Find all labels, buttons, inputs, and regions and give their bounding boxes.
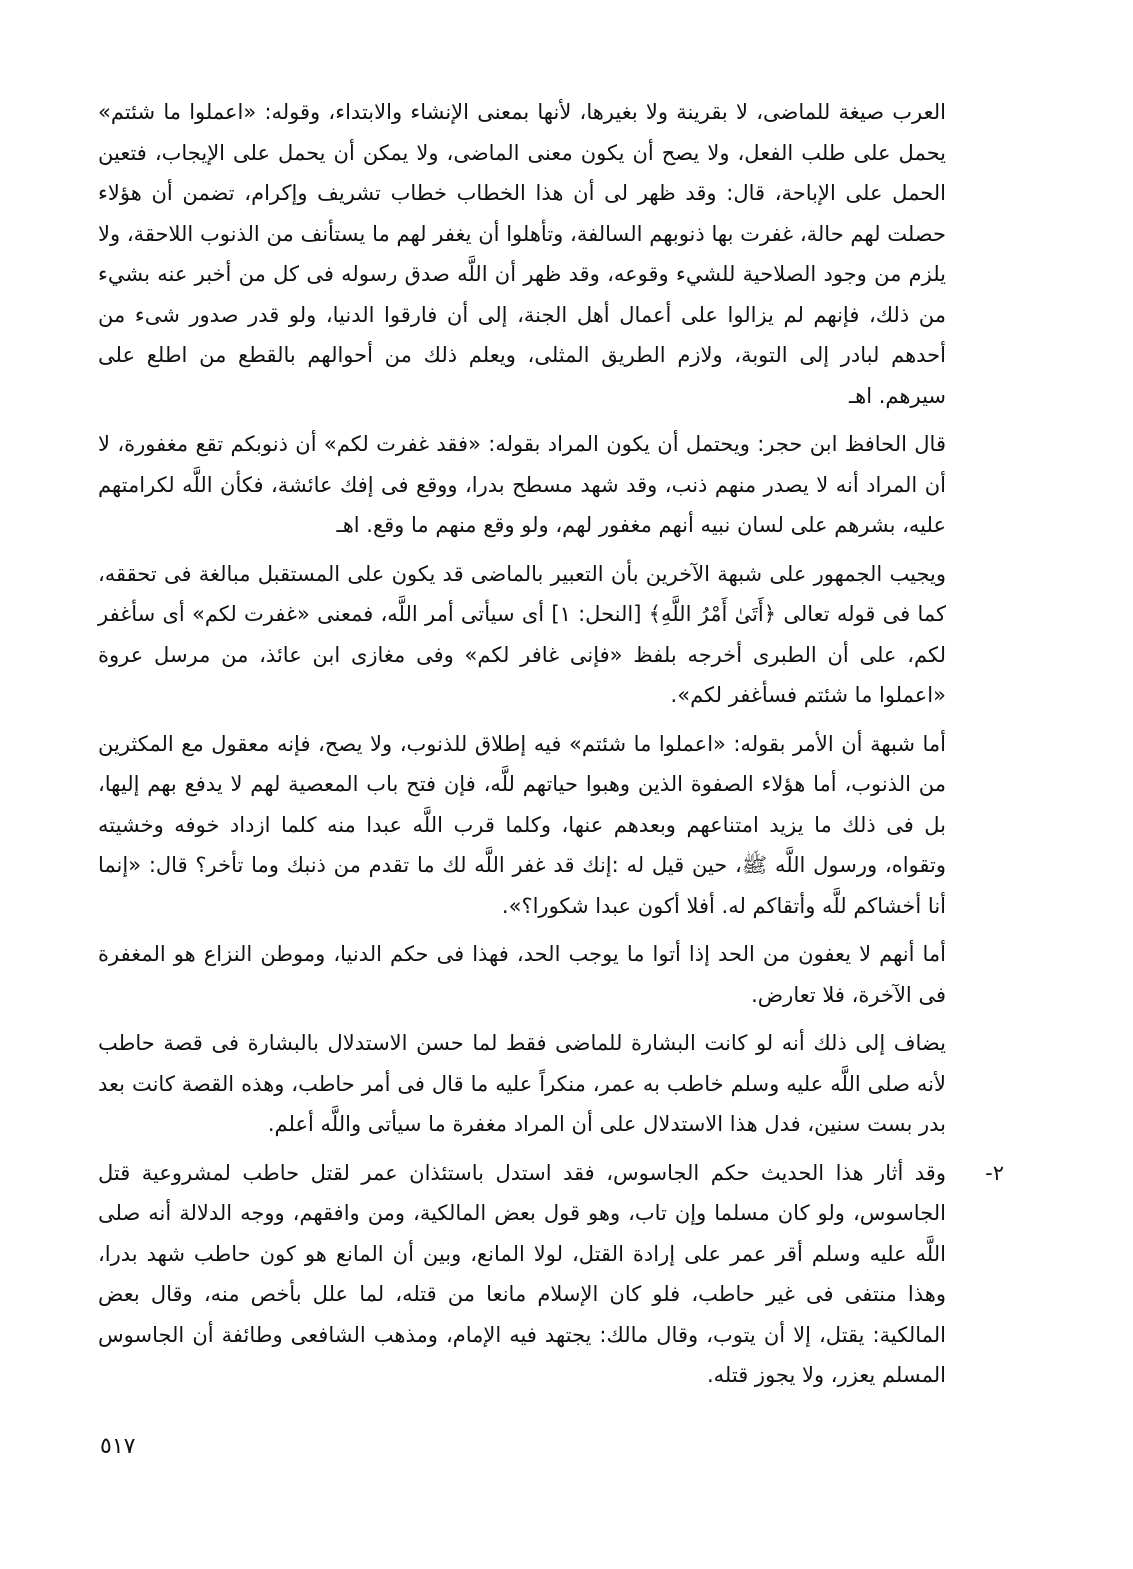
paragraph-3: ويجيب الجمهور على شبهة الآخرين بأن التعبير بالماضى قد يكون على المستقبل مبالغة فى تحققه، كما فى قوله تعالى ﴿أَتَىٰ أَمْرُ اللَّهِ﴾ [النحل: ١] أى سيأتى أمر اللَّه، فمعنى «غفرت لكم» أى سأغفر لكم، على أن الطبرى أخرجه بلفظ «فإنى غافر لكم» وفى مغازى ابن عائذ، من مرسل عروة «اعملوا ما شئتم فسأغفر لكم».: [98, 561, 946, 707]
page-body: [98, 92, 1004, 1404]
paragraph-2: قال الحافظ ابن حجر: ويحتمل أن يكون المراد بقوله: «فقد غفرت لكم» أن ذنوبكم تقع مغفورة، لا أن المراد أنه لا يصدر منهم ذنب، وقد شهد مسطح بدرا، ووقع فى إفك عائشة، فكأن اللَّه لكرامتهم عليه، بشرهم على لسان نبيه أنهم مغفور لهم، ولو وقع منهم ما وقع. اهـ: [98, 432, 946, 537]
paragraph-1: العرب صيغة للماضى، لا بقرينة ولا بغيرها، لأنها بمعنى الإنشاء والابتداء، وقوله: «اعملوا ما شئتم» يحمل على طلب الفعل، ولا يصح أن يكون معنى الماضى، ولا يمكن أن يحمل على الإيجاب، فتعين الحمل على الإباحة، قال: وقد ظهر لى أن هذا الخطاب خطاب تشريف وإكرام، تضمن أن هؤلاء حصلت لهم حالة، غفرت بها ذنوبهم السالفة، وتأهلوا أن يغفر لهم ما يستأنف من الذنوب اللاحقة، ولا يلزم من وجود الصلاحية للشيء وقوعه، وقد ظهر أن اللَّه صدق رسوله فى كل من أخبر عنه بشيء من ذلك، فإنهم لم يزالوا على أعمال أهل الجنة، إلى أن فارقوا الدنيا، ولو قدر صدور شىء من أحدهم لبادر إلى التوبة، ولازم الطريق المثلى، ويعلم ذلك من أحوالهم بالقطع من اطلع على سيرهم. اهـ: [98, 100, 946, 408]
item-number: ٢-: [985, 1160, 1004, 1185]
paragraph-5: أما أنهم لا يعفون من الحد إذا أتوا ما يوجب الحد، فهذا فى حكم الدنيا، وموطن النزاع هو المغفرة فى الآخرة، فلا تعارض.: [98, 942, 946, 1007]
item-text: وقد أثار هذا الحديث حكم الجاسوس، فقد استدل باستئذان عمر لقتل حاطب لمشروعية قتل الجاسوس، ولو كان مسلما وإن تاب، وهو قول بعض المالكية، ومن وافقهم، ووجه الدلالة أنه صلى اللَّه عليه وسلم أقر عمر على إرادة القتل، لولا المانع، وبين أن المانع هو كون حاطب شهد بدرا، وهذا منتفى فى غير حاطب، فلو كان الإسلام مانعا من قتله، لما علل بأخص منه، وقال بعض المالكية: يقتل، إلا أن يتوب، وقال مالك: يجتهد فيه الإمام، ومذهب الشافعى وطائفة أن الجاسوس المسلم يعزر، ولا يجوز قتله.: [98, 1160, 946, 1387]
paragraph-4: أما شبهة أن الأمر بقوله: «اعملوا ما شئتم» فيه إطلاق للذنوب، ولا يصح، فإنه معقول مع المكثرين من الذنوب، أما هؤلاء الصفوة الذين وهبوا حياتهم للَّه، فإن فتح باب المعصية لهم لا يدفع بهم إليها، بل فى ذلك ما يزيد امتناعهم وبعدهم عنها، وكلما قرب اللَّه عبدا منه كلما ازداد خوفه وخشيته وتقواه، ورسول اللَّه ﷺ، حين قيل له :إنك قد غفر اللَّه لك ما تقدم من ذنبك وما تأخر؟ قال: «إنما أنا أخشاكم للَّه وأتقاكم له. أفلا أكون عبدا شكورا؟».: [98, 731, 946, 918]
page-number: ٥١٧: [100, 1434, 136, 1459]
numbered-item-2: [98, 1153, 1004, 1396]
paragraph-6: يضاف إلى ذلك أنه لو كانت البشارة للماضى فقط لما حسن الاستدلال بالبشارة فى قصة حاطب لأنه صلى اللَّه عليه وسلم خاطب به عمر، منكراً عليه ما قال فى أمر حاطب، وهذه القصة كانت بعد بدر بست سنين، فدل هذا الاستدلال على أن المراد مغفرة ما سيأتى واللَّه أعلم.: [98, 1031, 946, 1136]
